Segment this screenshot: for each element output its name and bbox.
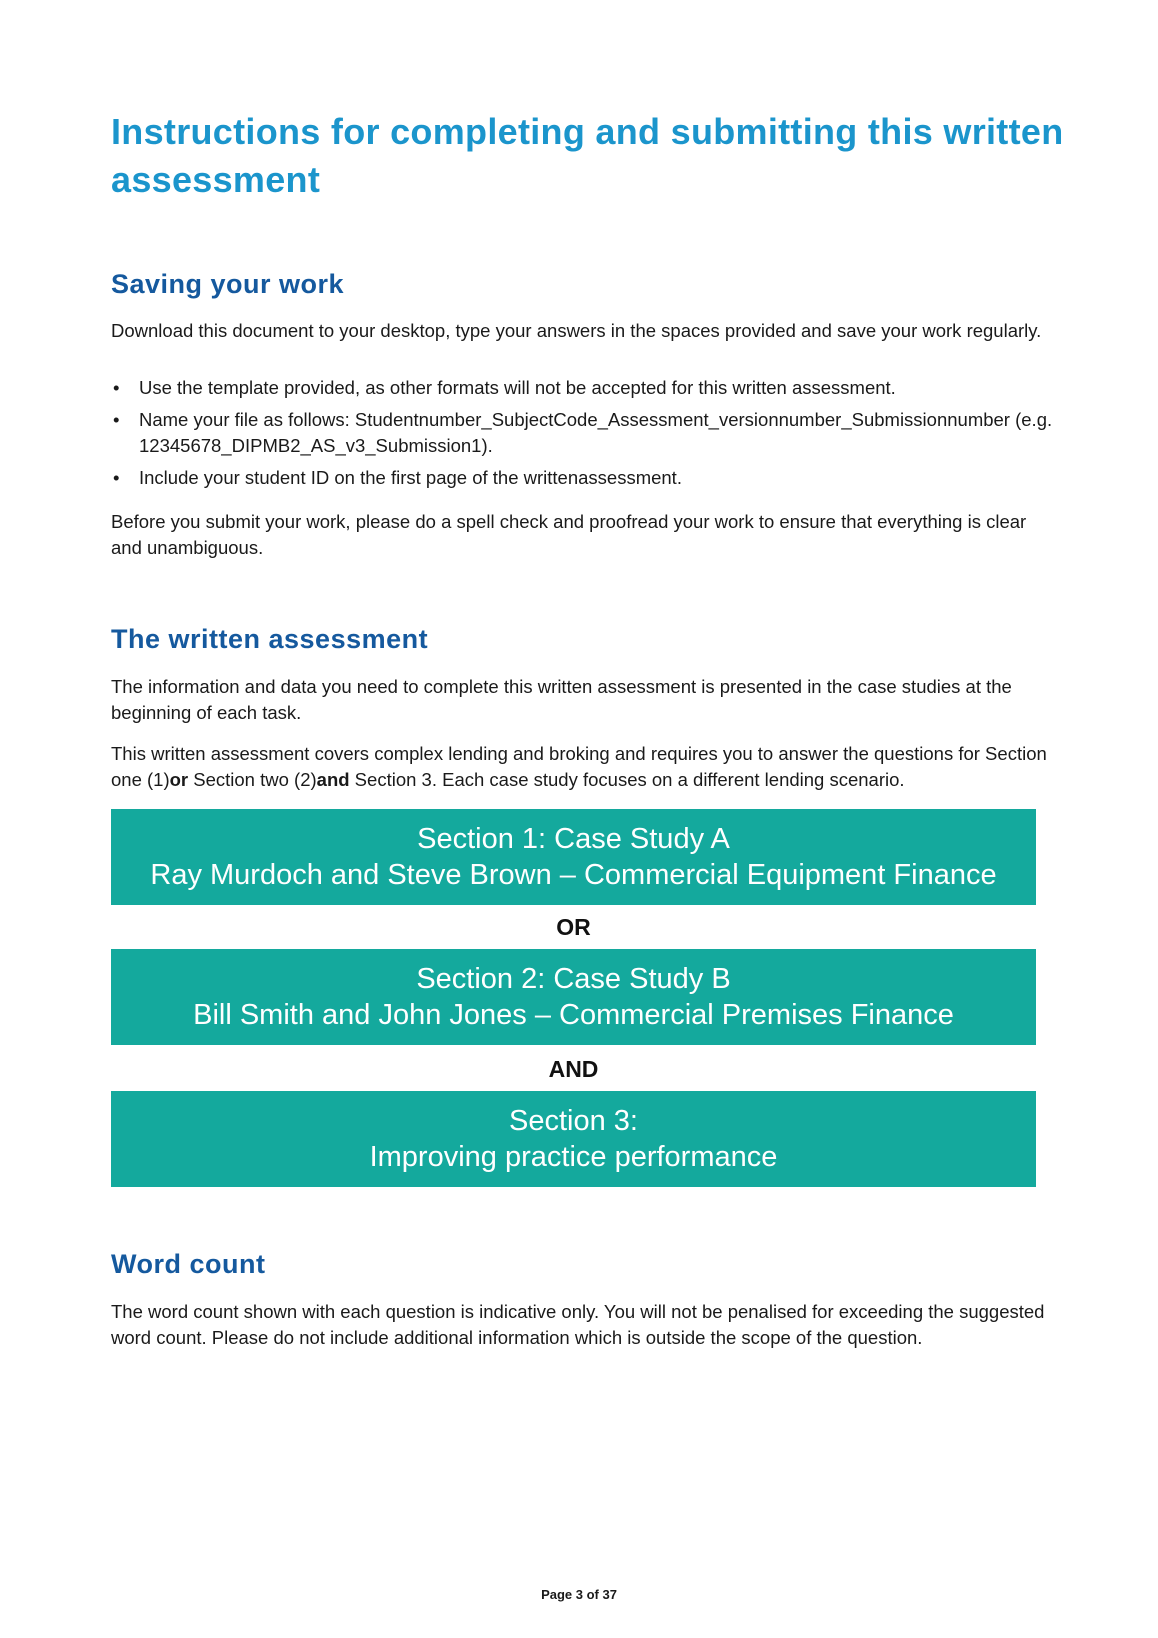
and-connector: AND (548, 1056, 599, 1082)
section-3-title: Section 3: (509, 1105, 638, 1137)
saving-closing: Before you submit your work, please do a spell check and proofread your work to ensure that everything is clear and unambiguous. (111, 511, 1027, 558)
list-item (111, 375, 1071, 401)
list-item (111, 465, 1071, 491)
written-para-2-and: and (316, 769, 350, 790)
list-item (111, 407, 1071, 459)
section-1-title: Section 1: Case Study A (417, 823, 730, 855)
section-2-subtitle: Bill Smith and John Jones – Commercial Premises Finance (193, 999, 954, 1031)
bullet-icon: • (113, 467, 120, 488)
bullet-text: Name your file as follows: Studentnumber_SubjectCode_Assessment_versionnumber_Submissionnumber (e.g. 12345678_DIPMB2_AS_v3_Submission1). (139, 409, 1053, 456)
section-2-title: Section 2: Case Study B (416, 963, 731, 995)
or-connector: OR (556, 914, 591, 940)
page-title: Instructions for completing and submitting this written assessment (111, 111, 1064, 200)
written-para-1: The information and data you need to complete this written assessment is presented in the case studies at the beginning of each task. (111, 676, 1012, 723)
bullet-icon: • (113, 409, 120, 430)
word-count-heading: Word count (111, 1249, 266, 1279)
bullet-icon: • (113, 377, 120, 398)
section-3-banner (111, 1091, 1036, 1187)
section-2-banner (111, 949, 1036, 1045)
saving-bullet-list (111, 375, 1071, 497)
section-3-subtitle: Improving practice performance (369, 1141, 778, 1173)
written-heading: The written assessment (111, 624, 429, 654)
bullet-text: Include your student ID on the first page of the writtenassessment. (139, 467, 682, 488)
written-para-2-or: or (169, 769, 189, 790)
page-number: Page 3 of 37 (541, 1587, 617, 1602)
saving-intro: Download this document to your desktop, type your answers in the spaces provided and save your work regularly. (111, 320, 1042, 341)
written-para-2 (111, 741, 1061, 793)
bullet-text: Use the template provided, as other formats will not be accepted for this written assessment. (139, 377, 896, 398)
saving-heading: Saving your work (111, 269, 345, 299)
section-1-subtitle: Ray Murdoch and Steve Brown – Commercial Equipment Finance (150, 859, 997, 891)
written-para-2-text-a: This written assessment covers complex lending and broking and requires you to answer the questions for Section one (1) (111, 743, 1047, 790)
written-para-2-text-c: Section 3. Each case study focuses on a different lending scenario. (349, 769, 905, 790)
written-para-2-text-b: Section two (2) (188, 769, 317, 790)
section-1-banner (111, 809, 1036, 905)
word-count-text: The word count shown with each question is indicative only. You will not be penalised for exceeding the suggested word count. Please do not include additional information which is outside the scope of the question. (111, 1301, 1045, 1348)
